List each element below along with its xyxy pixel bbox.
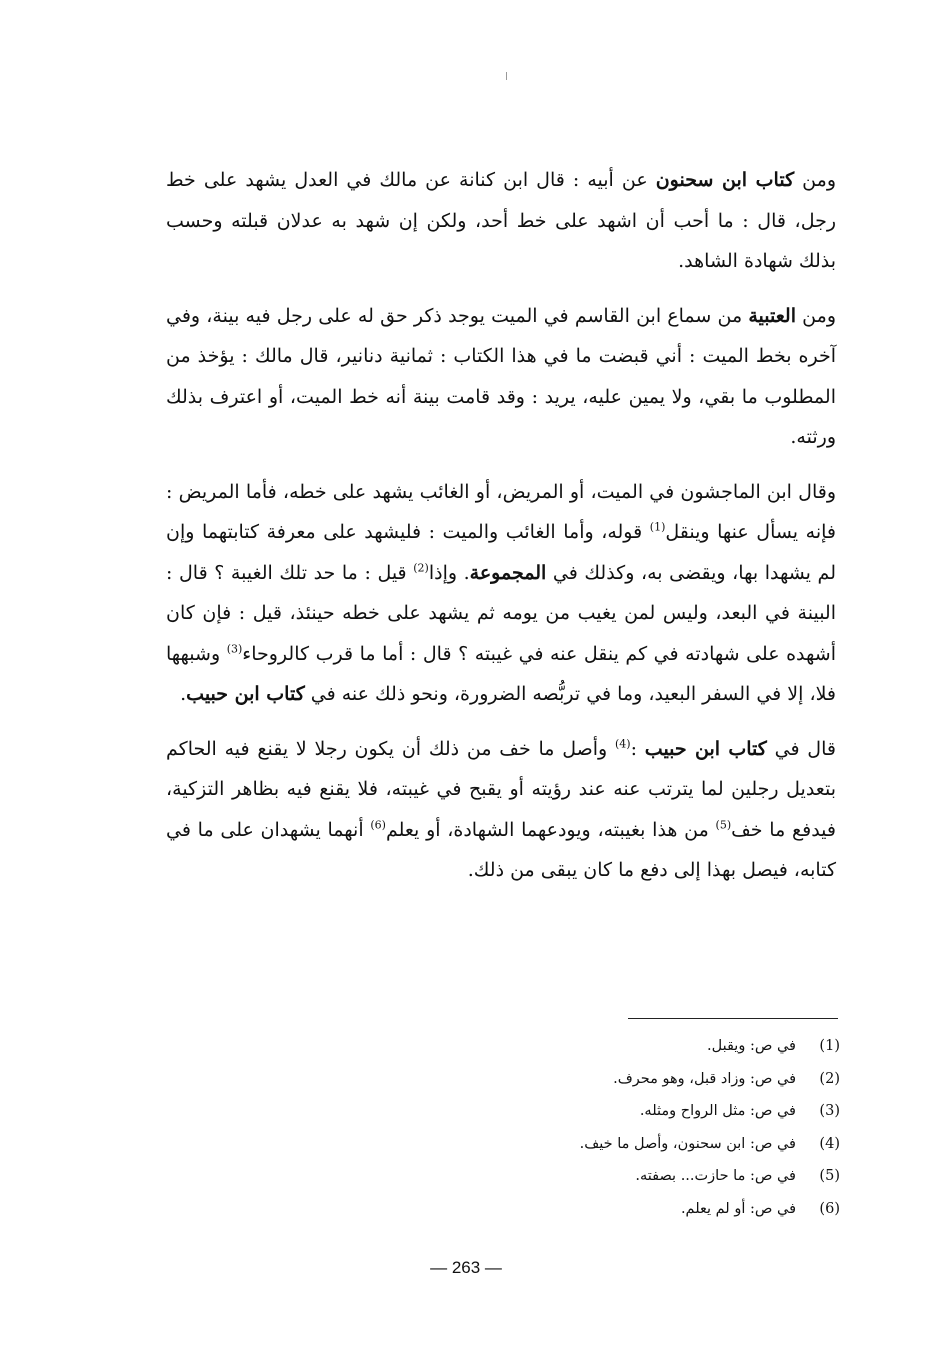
footnote-1 — [440, 1030, 840, 1063]
footnote-number: (3) — [819, 1103, 840, 1120]
footnote-number: (5) — [819, 1168, 840, 1185]
footnote-ref: (6) — [370, 818, 386, 832]
footnote-ref: (3) — [226, 642, 243, 656]
footnote-text: في ص: ابن سحنون، وأصل ما خيف. — [579, 1135, 796, 1152]
paragraph-4: قال في كتاب ابن حبيب :$^{(4)}$ وأصل ما خف من ذلك أن يكون رجلا لا يقنع فيه الحاكم بتعديل رجلين لما يترتب عنه عند رؤيته أو يقبح في غيبته، فلا يقنع فيه بظاهر التزكية، فيدفع ما خف$^{(5)}$ من هذا بغيبته، ويودعهما الشهادة، أو يعلم$^{(6)}$ أنهما يشهدان على ما في كتابه، فيصل بهذا إلى دفع ما كان يبقى من ذلك. — [166, 737, 836, 881]
bold-source-ref: كتاب ابن حبيب — [644, 737, 767, 760]
footnote-number: (4) — [819, 1135, 840, 1152]
footnote-text: في ص: ويقبل. — [707, 1038, 796, 1054]
footnote-text: في ص: مثل الرواح ومثله. — [639, 1103, 796, 1120]
footnote-5 — [440, 1160, 840, 1193]
footnote-divider — [628, 1018, 838, 1019]
footnote-text: في ص: ما حازت... بصفته. — [635, 1168, 796, 1185]
bold-source-ref: كتاب ابن حبيب — [186, 683, 305, 705]
bold-source-ref: كتاب ابن سحنون — [655, 169, 795, 191]
bold-source-ref: العتبية — [748, 304, 796, 327]
footnote-6 — [440, 1193, 840, 1226]
footnote-ref: (4) — [615, 737, 631, 751]
footnote-ref: (2) — [413, 561, 429, 575]
paragraph-2: ومن العتبية من سماع ابن القاسم في الميت يوجد ذكر حق له على رجل فيه بينة، وفي آخره بخط الميت : أني قبضت ما في هذا الكتاب : ثمانية دنانير، قال مالك : يؤخذ من المطلوب ما بقي، ولا يمين عليه، يريد : وقد قامت بينة أنه خط الميت، أو اعترف بذلك ورثته. — [166, 304, 836, 448]
footnote-number: (2) — [819, 1070, 840, 1087]
top-mark — [506, 72, 507, 80]
paragraph-3: وقال ابن الماجشون في الميت، أو المريض، أو الغائب يشهد على خطه، فأما المريض : فإنه يسأل عنها وينقل$^{(1)}$ قوله، وأما الغائب والميت : فليشهد على معرفة كتابتهما وإن لم يشهدا بها، ويقضى به، وكذلك في المجموعة. وإذا$^{(2)}$ قيل : ما حد تلك الغيبة ؟ قال : البينة في البعد، وليس لمن يغيب من يومه ثم يشهد على خطه حينئذ، قيل : فإن كان أشهده على شهادته في كم ينقل عنه في غيبته ؟ قال : أما ما قرب كالروحاء$^{(3)}$ وشبهها فلا، إلا في السفر البعيد، وما في تربُّصه الضرورة، ونحو ذلك عنه في كتاب ابن حبيب. — [166, 480, 836, 705]
page-number: — 263 — — [430, 1258, 502, 1277]
footnote-ref: (1) — [649, 520, 666, 534]
footnote-text: في ص: أو لم يعلم. — [680, 1200, 796, 1217]
footnote-number: (1) — [819, 1038, 840, 1054]
footnote-ref: (5) — [715, 818, 732, 832]
bold-source-ref: المجموعة — [469, 561, 547, 584]
footnote-number: (6) — [819, 1200, 840, 1217]
footnote-2 — [440, 1063, 840, 1096]
paragraph-1: ومن كتاب ابن سحنون عن أبيه : قال ابن كنانة عن مالك في العدل يشهد على خط رجل، قال : ما أحب أن اشهد على خط أحد، ولكن إن شهد به عدلان قبلته وحسب بذلك شهادة الشاهد. — [166, 169, 836, 272]
footnotes — [440, 1030, 840, 1226]
footnote-text: في ص: وزاد قبل، وهو محرف. — [613, 1070, 796, 1087]
footnote-4 — [440, 1128, 840, 1161]
footnote-3 — [440, 1095, 840, 1128]
main-text — [166, 160, 836, 905]
